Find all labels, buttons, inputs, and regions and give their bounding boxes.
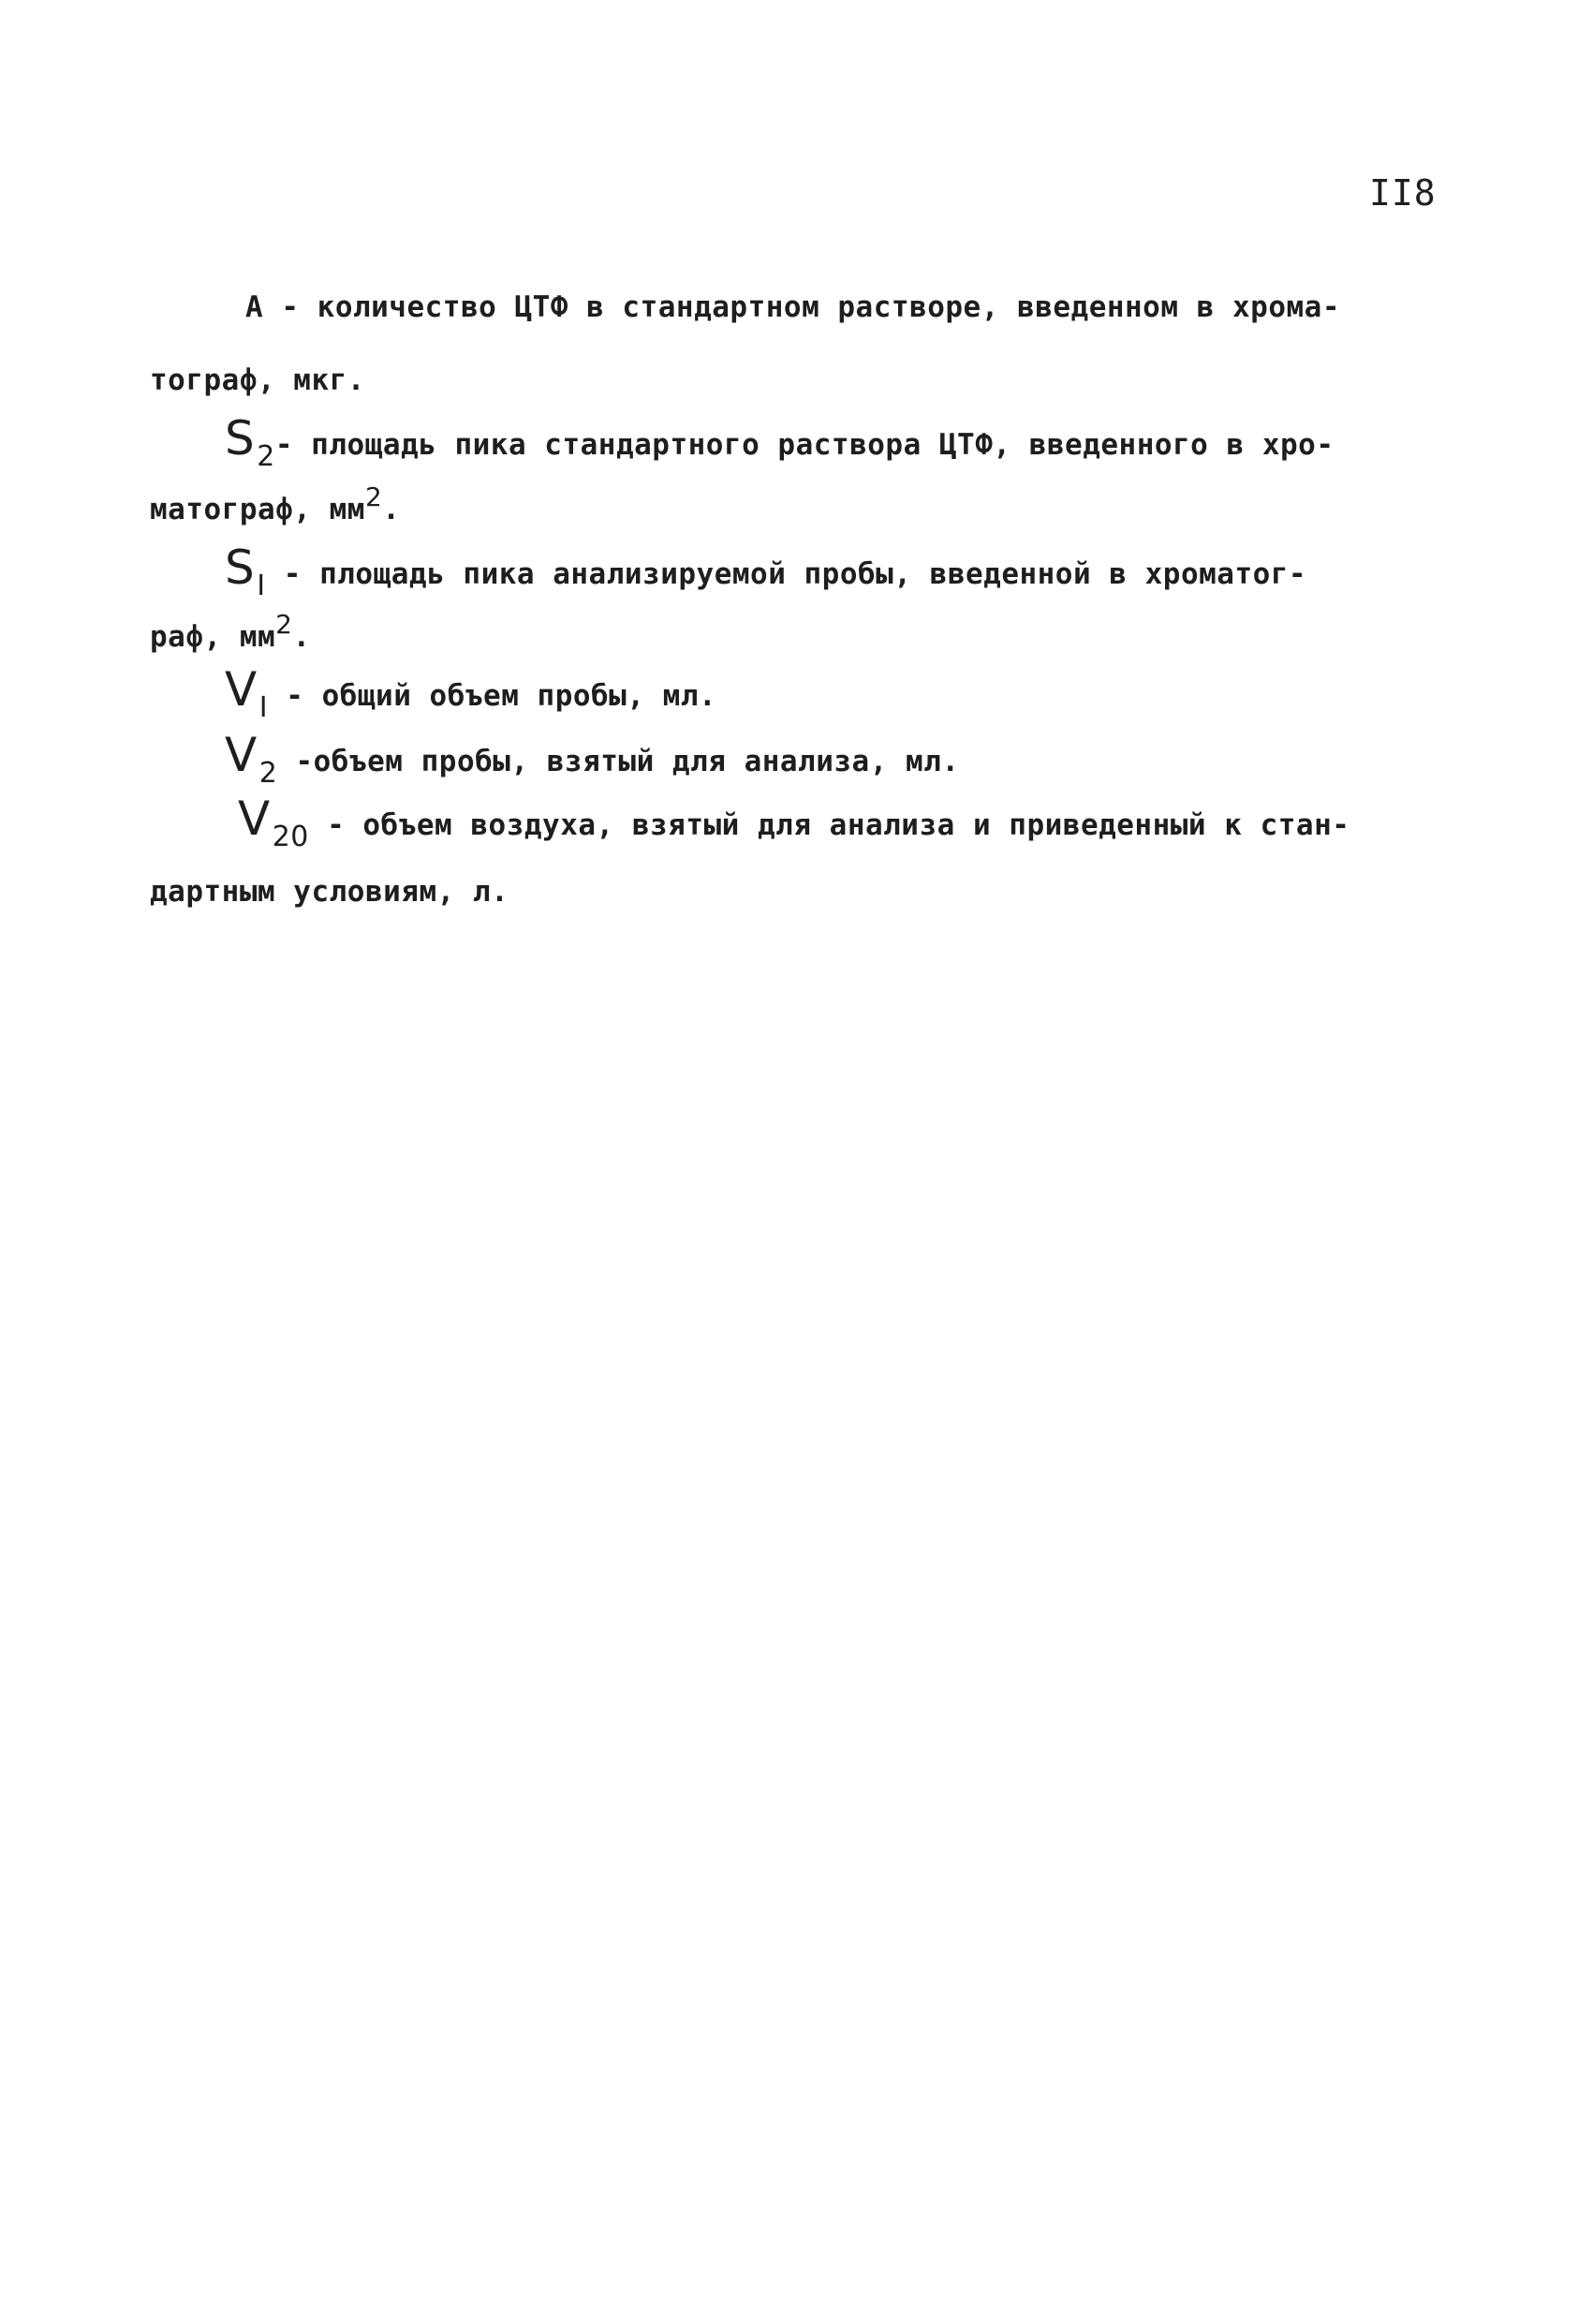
superscript: 2 — [364, 481, 383, 512]
definition-end: . — [292, 620, 311, 654]
symbol-v: V — [225, 728, 258, 782]
definition-s2-line-2 — [150, 481, 401, 529]
subscript: I — [258, 691, 269, 724]
symbol-s: S — [225, 411, 256, 466]
definition-text: - площадь пика анализируемой пробы, введенной в хроматог- — [265, 557, 1307, 591]
definition-s1-line-2 — [150, 609, 311, 657]
definition-v20-line-2: дартным условиям, л. — [150, 875, 509, 909]
definition-v20-line-1 — [238, 792, 1350, 853]
definition-v2 — [225, 728, 960, 790]
subscript: I — [257, 570, 266, 602]
symbol-v: V — [238, 792, 271, 846]
definition-text: раф, мм — [150, 620, 276, 654]
symbol-s: S — [225, 540, 256, 595]
definition-a-line-1: А - количество ЦТФ в стандартном растворе, введенном в хрома- — [245, 290, 1340, 324]
definition-a-line-2: тограф, мкг. — [150, 363, 365, 397]
definition-end: . — [382, 493, 401, 526]
definition-text: - площадь пика стандартного раствора ЦТФ, введенного в хро- — [274, 428, 1335, 462]
definition-s2-line-1 — [225, 411, 1335, 473]
subscript: 20 — [272, 821, 309, 853]
definition-v1 — [225, 662, 717, 724]
definition-text: -объем пробы, взятый для анализа, мл. — [277, 745, 960, 778]
subscript: 2 — [257, 440, 275, 473]
symbol-v: V — [225, 662, 258, 717]
definition-text: - объем воздуха, взятый для анализа и приведенный к стан- — [308, 808, 1350, 842]
definition-s1-line-1 — [225, 540, 1307, 602]
definition-text: матограф, мм — [150, 493, 365, 526]
superscript: 2 — [275, 609, 293, 640]
subscript: 2 — [258, 757, 278, 790]
definition-text: - общий объем пробы, мл. — [268, 679, 717, 713]
page-number: II8 — [1369, 172, 1437, 214]
